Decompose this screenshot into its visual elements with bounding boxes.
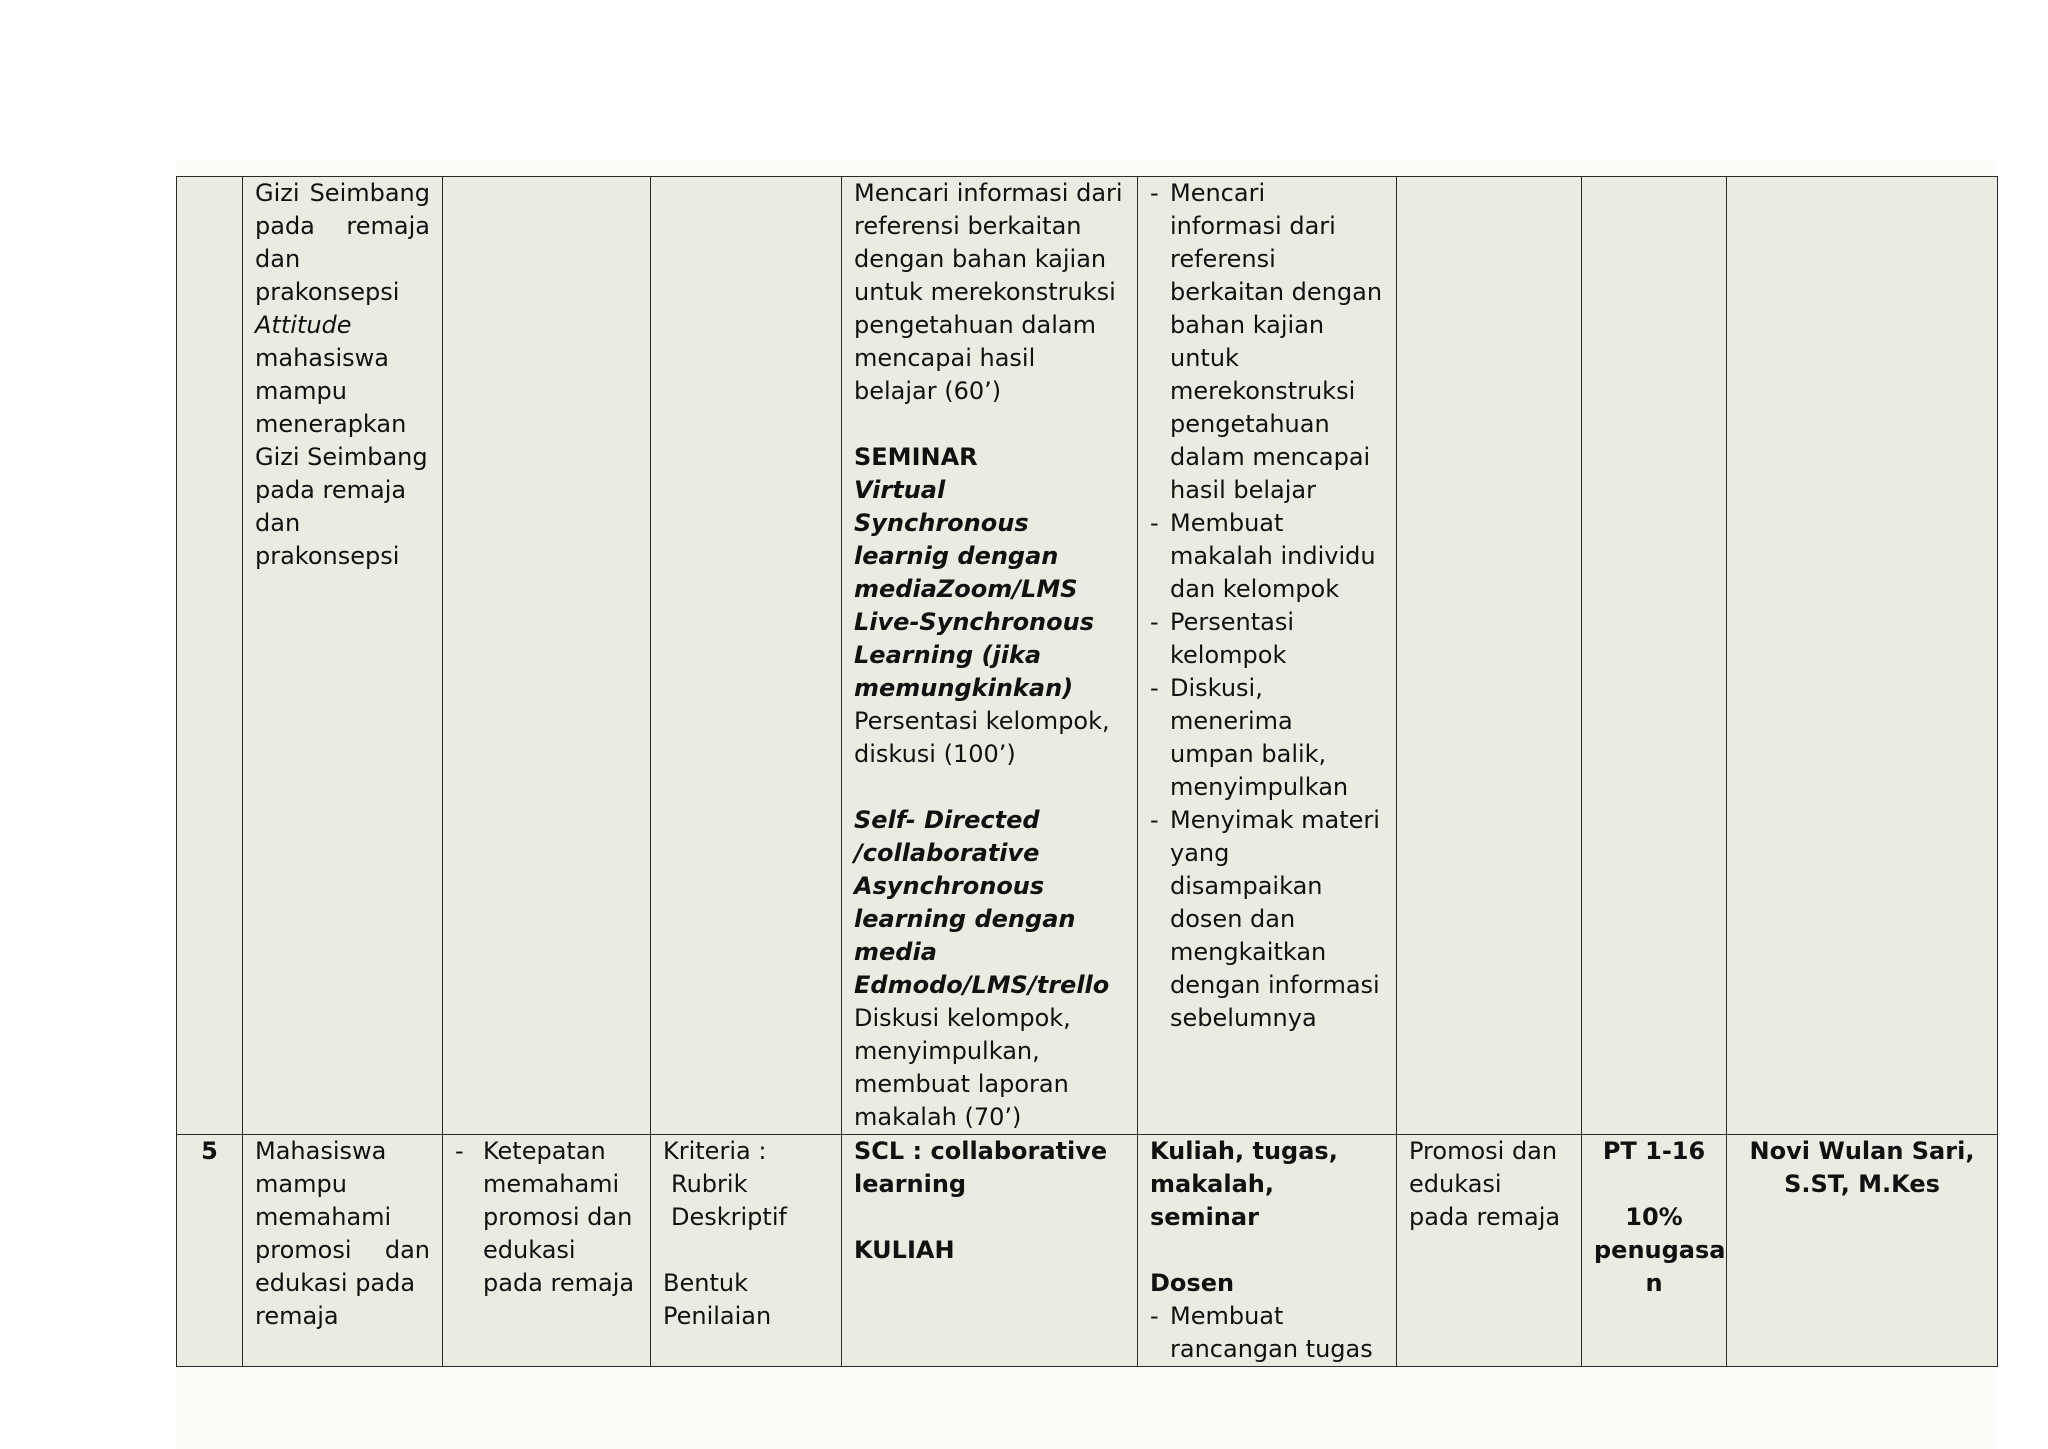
assessment-form: Bentuk Penilaian bbox=[663, 1269, 772, 1330]
cell-activities bbox=[1138, 1135, 1397, 1367]
outcome-text-justified: Gizi Seimbang pada remaja dan bbox=[255, 179, 430, 273]
list-item: - Menyimak materi yang disampaikan dosen dan mengkaitkan dengan informasi sebelumnya bbox=[1150, 804, 1384, 1035]
cell-reference bbox=[1582, 177, 1727, 1135]
indicator-list bbox=[455, 1135, 638, 1300]
cell-indicator bbox=[443, 1135, 651, 1367]
cell-learning-outcome bbox=[243, 177, 443, 1135]
rps-table bbox=[176, 176, 1998, 1367]
criteria-line: Rubrik bbox=[671, 1170, 748, 1198]
list-item: - Mencari informasi dari referensi berkaitan dengan bahan kajian untuk merekonstruksi pengetahuan dalam mencapai hasil belajar bbox=[1150, 177, 1384, 507]
cell-criteria bbox=[651, 1135, 842, 1367]
list-item: - Membuat rancangan tugas bbox=[1150, 1300, 1384, 1366]
lecturer-name: Novi Wulan Sari, bbox=[1749, 1137, 1975, 1165]
method-intro: Mencari informasi dari referensi berkaitan dengan bahan kajian untuk merekonstruksi pengetahuan dalam mencapai hasil belajar (60’) bbox=[854, 179, 1123, 405]
table-row-week-5 bbox=[177, 1135, 1998, 1367]
criteria-line: Deskriptif bbox=[671, 1203, 787, 1231]
cell-indicator bbox=[443, 177, 651, 1135]
activity-heading: Kuliah, tugas, makalah, seminar bbox=[1150, 1137, 1338, 1231]
cell-activities bbox=[1138, 177, 1397, 1135]
weight-line: penugasa bbox=[1594, 1236, 1726, 1264]
lecturer-degree: S.ST, M.Kes bbox=[1784, 1170, 1940, 1198]
cell-method bbox=[842, 177, 1138, 1135]
method-self-directed-text: Diskusi kelompok, menyimpulkan, membuat laporan makalah (70’) bbox=[854, 1004, 1071, 1131]
list-item: - Persentasi kelompok bbox=[1150, 606, 1384, 672]
activity-dosen-label: Dosen bbox=[1150, 1269, 1235, 1297]
outcome-text-line: remaja bbox=[255, 1302, 339, 1330]
weight-line: 10% bbox=[1625, 1203, 1683, 1231]
activity-list bbox=[1150, 177, 1384, 1035]
outcome-text-line: prakonsepsi bbox=[255, 278, 400, 306]
cell-material bbox=[1397, 177, 1582, 1135]
reference-text: PT 1-16 bbox=[1602, 1137, 1706, 1165]
method-kuliah: KULIAH bbox=[854, 1236, 955, 1264]
cell-reference bbox=[1582, 1135, 1727, 1367]
list-item: - Diskusi, menerima umpan balik, menyimpulkan bbox=[1150, 672, 1384, 804]
cell-learning-outcome bbox=[243, 1135, 443, 1367]
method-heading: SCL : collaborative learning bbox=[854, 1137, 1108, 1198]
cell-lecturer bbox=[1727, 177, 1998, 1135]
outcome-attitude-label: Attitude bbox=[255, 311, 352, 339]
method-seminar-text: Persentasi kelompok, diskusi (100’) bbox=[854, 707, 1110, 768]
method-seminar-mode: Virtual Synchronous learnig dengan mediaZoom/LMS Live-Synchronous Learning (jika memungkinkan) bbox=[854, 476, 1094, 702]
table-row-continuation bbox=[177, 177, 1998, 1135]
cell-criteria bbox=[651, 177, 842, 1135]
criteria-label: Kriteria : bbox=[663, 1137, 767, 1165]
cell-lecturer bbox=[1727, 1135, 1998, 1367]
cell-method bbox=[842, 1135, 1138, 1367]
activity-list bbox=[1150, 1300, 1384, 1366]
outcome-text-justified: Mahasiswa mampu memahami promosi dan edukasi pada bbox=[255, 1137, 430, 1297]
list-item: - Membuat makalah individu dan kelompok bbox=[1150, 507, 1384, 606]
outcome-attitude-text: mahasiswa mampu menerapkan Gizi Seimbang pada remaja dan prakonsepsi bbox=[255, 344, 428, 570]
method-seminar-heading: SEMINAR bbox=[854, 443, 978, 471]
cell-week-number: 5 bbox=[177, 1135, 243, 1367]
method-self-directed-mode: Self- Directed /collaborative Asynchronous learning dengan media Edmodo/LMS/trello bbox=[854, 806, 1110, 999]
weight-line: n bbox=[1645, 1269, 1663, 1297]
cell-week-number bbox=[177, 177, 243, 1135]
cell-material: Promosi dan edukasi pada remaja bbox=[1397, 1135, 1582, 1367]
list-item: - Ketepatan memahami promosi dan edukasi pada remaja bbox=[455, 1135, 638, 1300]
